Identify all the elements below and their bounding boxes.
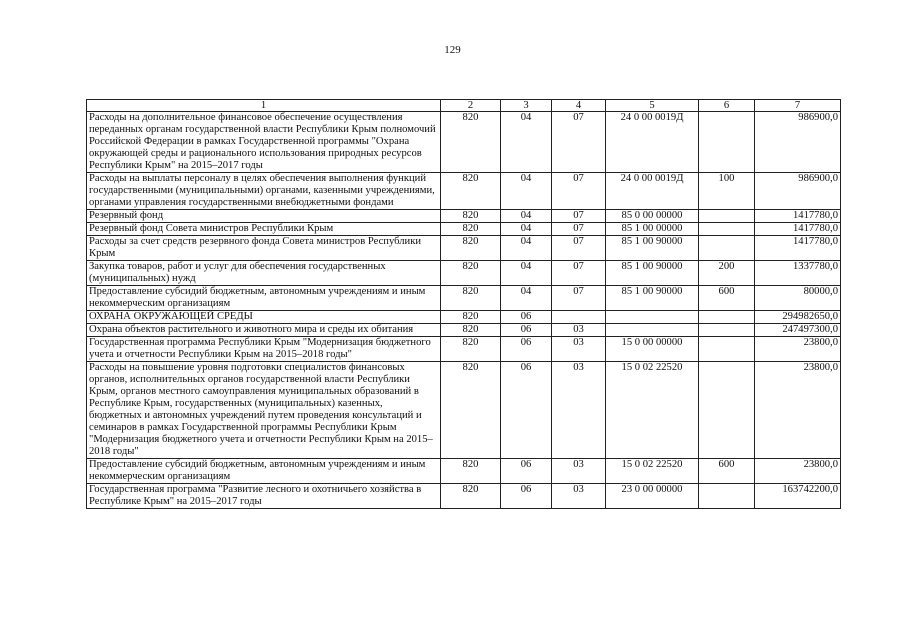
table-row xyxy=(87,236,841,261)
table-row xyxy=(87,112,841,173)
col3-cell: 06 xyxy=(501,484,552,509)
col6-cell xyxy=(699,210,755,223)
col6-cell: 100 xyxy=(699,173,755,210)
amount-cell: 986900,0 xyxy=(755,173,841,210)
col5-cell: 85 1 00 90000 xyxy=(606,261,699,286)
col6-cell xyxy=(699,484,755,509)
amount-cell: 1417780,0 xyxy=(755,223,841,236)
col2-cell: 820 xyxy=(441,337,501,362)
header-row xyxy=(87,100,841,112)
amount-cell: 23800,0 xyxy=(755,459,841,484)
col4-cell: 03 xyxy=(552,459,606,484)
col5-cell: 24 0 00 0019Д xyxy=(606,112,699,173)
header-cell: 1 xyxy=(87,100,441,112)
col6-cell xyxy=(699,362,755,459)
header-cell: 4 xyxy=(552,100,606,112)
col4-cell: 03 xyxy=(552,337,606,362)
col2-cell: 820 xyxy=(441,311,501,324)
col3-cell: 04 xyxy=(501,261,552,286)
col4-cell: 07 xyxy=(552,261,606,286)
col5-cell: 15 0 02 22520 xyxy=(606,459,699,484)
col3-cell: 06 xyxy=(501,324,552,337)
table-row xyxy=(87,286,841,311)
amount-cell: 80000,0 xyxy=(755,286,841,311)
col4-cell xyxy=(552,311,606,324)
col3-cell: 06 xyxy=(501,311,552,324)
table-row xyxy=(87,261,841,286)
col3-cell: 04 xyxy=(501,236,552,261)
col4-cell: 03 xyxy=(552,484,606,509)
col2-cell: 820 xyxy=(441,236,501,261)
col4-cell: 07 xyxy=(552,236,606,261)
col4-cell: 03 xyxy=(552,324,606,337)
col5-cell: 15 0 00 00000 xyxy=(606,337,699,362)
col5-cell: 24 0 00 0019Д xyxy=(606,173,699,210)
row-name-cell: Расходы за счет средств резервного фонда Совета министров Республики Крым xyxy=(87,236,441,261)
col6-cell xyxy=(699,223,755,236)
col6-cell: 200 xyxy=(699,261,755,286)
col2-cell: 820 xyxy=(441,362,501,459)
budget-table xyxy=(86,99,841,509)
header-cell: 3 xyxy=(501,100,552,112)
col2-cell: 820 xyxy=(441,112,501,173)
col3-cell: 04 xyxy=(501,112,552,173)
header-cell: 2 xyxy=(441,100,501,112)
col2-cell: 820 xyxy=(441,261,501,286)
table-row xyxy=(87,459,841,484)
col3-cell: 04 xyxy=(501,223,552,236)
row-name-cell: Резервный фонд Совета министров Республики Крым xyxy=(87,223,441,236)
row-name-cell: Государственная программа "Развитие лесного и охотничьего хозяйства в Республике Крым" на 2015–2017 годы xyxy=(87,484,441,509)
table-row xyxy=(87,210,841,223)
amount-cell: 163742200,0 xyxy=(755,484,841,509)
col5-cell xyxy=(606,324,699,337)
row-name-cell: Охрана объектов растительного и животного мира и среды их обитания xyxy=(87,324,441,337)
table-row xyxy=(87,324,841,337)
row-name-cell: Расходы на повышение уровня подготовки специалистов финансовых органов, исполнительных органов государственной власти Республики Крым, органов местного самоуправления муниципальных образований в Республике Крым, государственных (муниципальных) казенных, бюджетных и автономных учреждений путем проведения консультаций и семинаров в рамках Государственной программы Республики Крым "Модернизация бюджетного учета и отчетности Республики Крым на 2015–2018 годы" xyxy=(87,362,441,459)
col5-cell: 23 0 00 00000 xyxy=(606,484,699,509)
col6-cell xyxy=(699,112,755,173)
row-name-cell: Предоставление субсидий бюджетным, автономным учреждениям и иным некоммерческим организациям xyxy=(87,459,441,484)
col3-cell: 06 xyxy=(501,337,552,362)
amount-cell: 1417780,0 xyxy=(755,210,841,223)
table-row xyxy=(87,223,841,236)
col6-cell: 600 xyxy=(699,286,755,311)
amount-cell: 986900,0 xyxy=(755,112,841,173)
row-name-cell: Расходы на дополнительное финансовое обеспечение осуществления переданных органам государственной власти Республики Крым полномочий Российской Федерации в рамках Государственной программы "Охрана окружающей среды и рационального использования природных ресурсов Республики Крым" на 2015–2017 годы xyxy=(87,112,441,173)
col2-cell: 820 xyxy=(441,324,501,337)
table-row xyxy=(87,484,841,509)
table-row xyxy=(87,362,841,459)
col5-cell: 85 1 00 90000 xyxy=(606,286,699,311)
col3-cell: 06 xyxy=(501,362,552,459)
col5-cell: 15 0 02 22520 xyxy=(606,362,699,459)
col4-cell: 07 xyxy=(552,223,606,236)
col5-cell: 85 1 00 00000 xyxy=(606,223,699,236)
row-name-cell: Закупка товаров, работ и услуг для обеспечения государственных (муниципальных) нужд xyxy=(87,261,441,286)
col4-cell: 07 xyxy=(552,173,606,210)
col2-cell: 820 xyxy=(441,210,501,223)
col3-cell: 06 xyxy=(501,459,552,484)
row-name-cell: Предоставление субсидий бюджетным, автономным учреждениям и иным некоммерческим организациям xyxy=(87,286,441,311)
col5-cell xyxy=(606,311,699,324)
col5-cell: 85 1 00 90000 xyxy=(606,236,699,261)
amount-cell: 247497300,0 xyxy=(755,324,841,337)
amount-cell: 294982650,0 xyxy=(755,311,841,324)
col6-cell xyxy=(699,337,755,362)
col6-cell xyxy=(699,324,755,337)
header-cell: 5 xyxy=(606,100,699,112)
amount-cell: 1417780,0 xyxy=(755,236,841,261)
row-name-cell: Расходы на выплаты персоналу в целях обеспечения выполнения функций государственными (муниципальными) органами, казенными учреждениями, органами управления государственными внебюджетными фондами xyxy=(87,173,441,210)
col2-cell: 820 xyxy=(441,459,501,484)
col6-cell: 600 xyxy=(699,459,755,484)
table-row xyxy=(87,173,841,210)
col4-cell: 07 xyxy=(552,112,606,173)
col4-cell: 07 xyxy=(552,210,606,223)
col4-cell: 03 xyxy=(552,362,606,459)
col2-cell: 820 xyxy=(441,484,501,509)
col5-cell: 85 0 00 00000 xyxy=(606,210,699,223)
col2-cell: 820 xyxy=(441,286,501,311)
col2-cell: 820 xyxy=(441,173,501,210)
table-row xyxy=(87,337,841,362)
col3-cell: 04 xyxy=(501,173,552,210)
col6-cell xyxy=(699,236,755,261)
amount-cell: 23800,0 xyxy=(755,337,841,362)
row-name-cell: ОХРАНА ОКРУЖАЮЩЕЙ СРЕДЫ xyxy=(87,311,441,324)
col3-cell: 04 xyxy=(501,286,552,311)
amount-cell: 1337780,0 xyxy=(755,261,841,286)
col4-cell: 07 xyxy=(552,286,606,311)
row-name-cell: Государственная программа Республики Крым "Модернизация бюджетного учета и отчетности Республики Крым на 2015–2018 годы" xyxy=(87,337,441,362)
header-cell: 6 xyxy=(699,100,755,112)
table-row xyxy=(87,311,841,324)
row-name-cell: Резервный фонд xyxy=(87,210,441,223)
col6-cell xyxy=(699,311,755,324)
header-cell: 7 xyxy=(755,100,841,112)
col3-cell: 04 xyxy=(501,210,552,223)
page-number: 129 xyxy=(444,44,461,56)
col2-cell: 820 xyxy=(441,223,501,236)
amount-cell: 23800,0 xyxy=(755,362,841,459)
